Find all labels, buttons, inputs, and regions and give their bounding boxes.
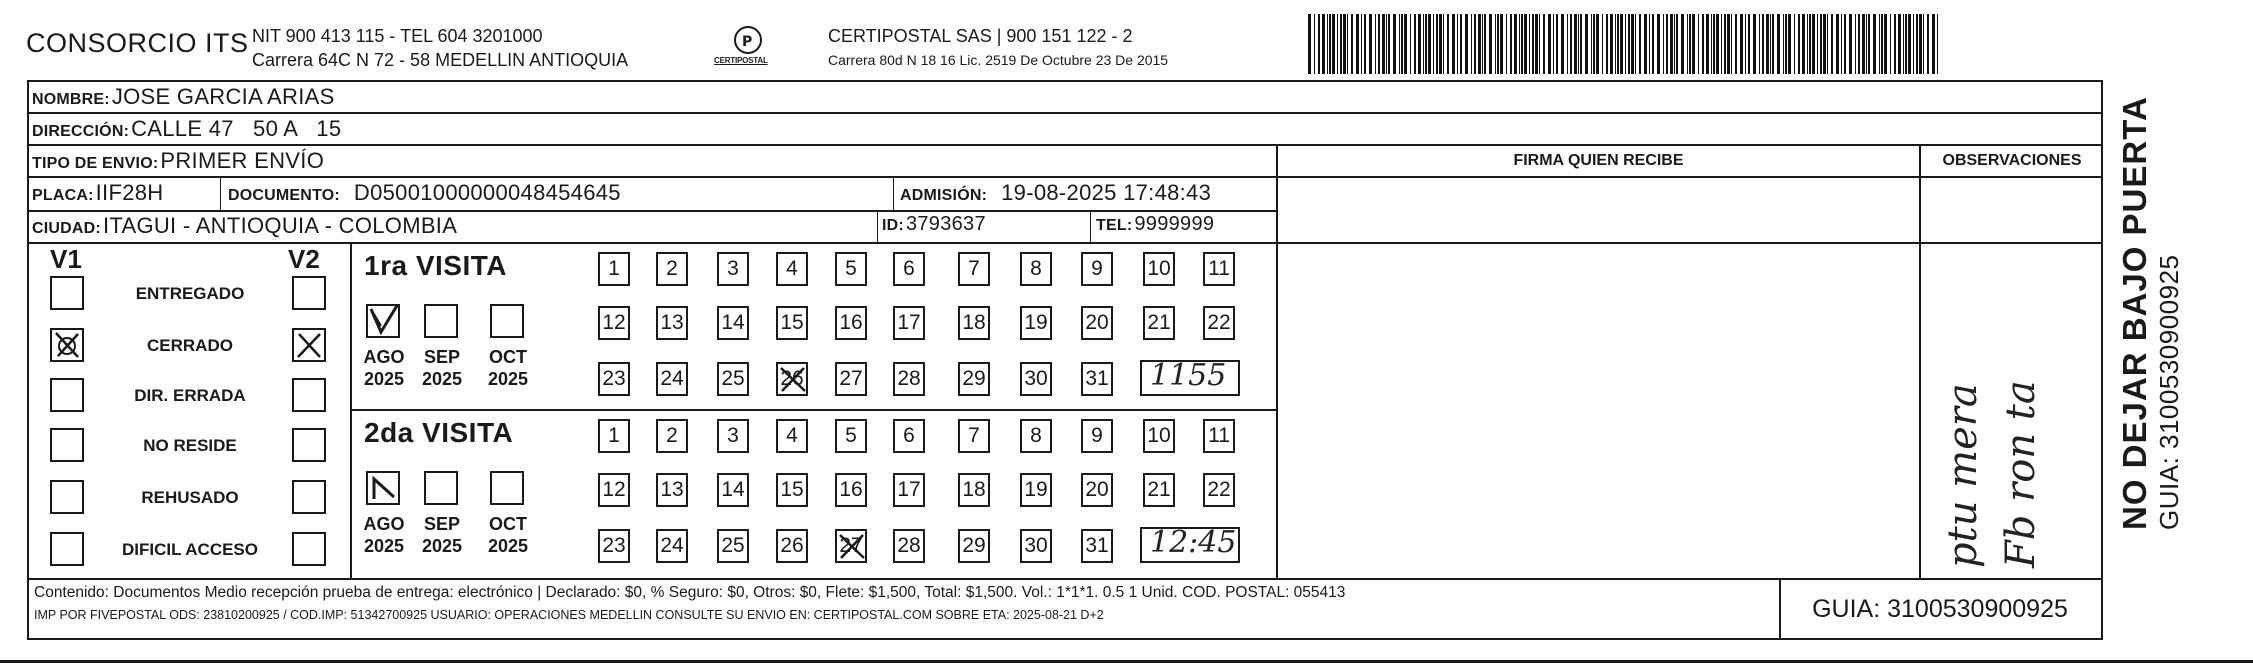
id-cell bbox=[882, 213, 986, 236]
day-box[interactable]: 10 bbox=[1143, 252, 1175, 286]
day-box[interactable]: 10 bbox=[1143, 419, 1175, 453]
certipostal-logo bbox=[708, 18, 788, 78]
day-box[interactable]: 8 bbox=[1020, 419, 1052, 453]
month-year: 2025 bbox=[487, 536, 529, 556]
day-box[interactable]: 29 bbox=[958, 529, 990, 563]
logo-text: CERTIPOSTAL bbox=[714, 56, 768, 65]
day-box[interactable]: 5 bbox=[835, 419, 867, 453]
divider bbox=[27, 242, 2103, 244]
outcome-label: CERRADO bbox=[147, 336, 233, 355]
day-box[interactable]: 4 bbox=[776, 419, 808, 453]
day-box[interactable]: 14 bbox=[717, 306, 749, 340]
address-line: Carrera 64C N 72 - 58 MEDELLIN ANTIOQUIA bbox=[252, 50, 629, 70]
visit-time-box[interactable] bbox=[1140, 360, 1240, 396]
day-box[interactable]: 13 bbox=[656, 473, 688, 507]
day-box[interactable]: 20 bbox=[1081, 306, 1113, 340]
day-box[interactable]: 23 bbox=[598, 529, 630, 563]
day-box[interactable]: 2 bbox=[656, 419, 688, 453]
day-box[interactable]: 3 bbox=[717, 252, 749, 286]
ciudad-value: ITAGUI - ANTIOQUIA - COLOMBIA bbox=[102, 213, 458, 238]
day-box[interactable]: 9 bbox=[1081, 419, 1113, 453]
v2-checkbox[interactable] bbox=[292, 328, 326, 362]
check-mark-icon bbox=[368, 473, 398, 503]
placa-label: PLACA: bbox=[32, 187, 94, 204]
day-box[interactable]: 15 bbox=[776, 306, 808, 340]
day-box[interactable]: 11 bbox=[1203, 419, 1235, 453]
month-year: 2025 bbox=[363, 369, 405, 389]
divider bbox=[27, 176, 2103, 178]
day-box[interactable]: 18 bbox=[958, 306, 990, 340]
visit-title: 1ra VISITA bbox=[364, 250, 507, 281]
day-box[interactable]: 13 bbox=[656, 306, 688, 340]
month-label bbox=[358, 513, 410, 557]
bottom-edge-line bbox=[0, 660, 2253, 663]
admision-value: 19-08-2025 17:48:43 bbox=[1001, 180, 1212, 205]
outcome-label: DIFICIL ACCESO bbox=[121, 540, 258, 559]
outcome-label: REHUSADO bbox=[141, 488, 239, 507]
month-name: SEP bbox=[423, 514, 461, 534]
observation-note-2: Fb ron ta bbox=[1998, 380, 2044, 568]
documento-value: D05001000000048454645 bbox=[353, 180, 621, 205]
guia-number: GUIA: 3100530900925 bbox=[1812, 594, 2068, 623]
svg-text:P: P bbox=[742, 34, 753, 50]
day-box[interactable]: 8 bbox=[1020, 252, 1052, 286]
day-box[interactable]: 7 bbox=[958, 419, 990, 453]
divider bbox=[1090, 210, 1091, 242]
visit-time: 12:45 bbox=[1150, 525, 1237, 560]
direccion-value: CALLE 47 50 A 15 bbox=[131, 116, 342, 141]
divider bbox=[27, 144, 2103, 146]
visit-time: 1155 bbox=[1150, 358, 1227, 393]
day-box[interactable]: 30 bbox=[1020, 529, 1052, 563]
month-label bbox=[358, 346, 410, 390]
day-box[interactable]: 25 bbox=[717, 529, 749, 563]
v2-checkbox[interactable] bbox=[292, 428, 326, 462]
check-mark-icon bbox=[52, 330, 82, 360]
month-checkbox[interactable] bbox=[424, 304, 458, 338]
v1-checkbox[interactable] bbox=[50, 480, 84, 514]
x-mark-icon bbox=[778, 364, 808, 394]
outcome-label: DIR. ERRADA bbox=[134, 386, 246, 405]
month-name: AGO bbox=[363, 347, 405, 367]
visit-time-box[interactable] bbox=[1140, 527, 1240, 563]
id-value: 3793637 bbox=[905, 213, 986, 235]
tel-value: 9999999 bbox=[1134, 213, 1215, 235]
month-year: 2025 bbox=[421, 369, 463, 389]
month-checkbox[interactable] bbox=[366, 471, 400, 505]
day-box[interactable]: 5 bbox=[835, 252, 867, 286]
divider bbox=[350, 409, 1277, 411]
v1-header: V1 bbox=[50, 244, 82, 274]
nombre-label: NOMBRE: bbox=[32, 91, 110, 108]
divider bbox=[877, 210, 878, 242]
month-checkbox[interactable] bbox=[424, 471, 458, 505]
day-box[interactable]: 12 bbox=[598, 473, 630, 507]
day-number: 26 bbox=[780, 367, 804, 390]
day-box[interactable]: 12 bbox=[598, 306, 630, 340]
v1-checkbox[interactable] bbox=[50, 276, 84, 310]
month-label bbox=[416, 346, 468, 390]
divider bbox=[350, 242, 352, 578]
tipo-envio-value: PRIMER ENVÍO bbox=[160, 148, 325, 173]
v2-checkbox[interactable] bbox=[292, 378, 326, 412]
month-year: 2025 bbox=[487, 369, 529, 389]
day-box[interactable]: 9 bbox=[1081, 252, 1113, 286]
day-box[interactable]: 26 bbox=[776, 529, 808, 563]
day-box[interactable]: 24 bbox=[656, 529, 688, 563]
month-label bbox=[482, 346, 534, 390]
outcome-label: ENTREGADO bbox=[135, 284, 245, 303]
day-box[interactable]: 14 bbox=[717, 473, 749, 507]
certipostal-info bbox=[828, 24, 1168, 72]
day-box[interactable]: 15 bbox=[776, 473, 808, 507]
day-box[interactable]: 17 bbox=[893, 473, 925, 507]
x-mark-icon bbox=[837, 531, 867, 561]
day-number: 27 bbox=[839, 534, 863, 557]
month-name: SEP bbox=[423, 347, 461, 367]
day-box[interactable]: 18 bbox=[958, 473, 990, 507]
divider bbox=[893, 176, 894, 210]
side-warning: NO DEJAR BAJO PUERTA bbox=[2116, 96, 2153, 530]
observation-note-1: ptu mera bbox=[1940, 383, 1986, 568]
day-box[interactable]: 16 bbox=[835, 473, 867, 507]
tipo-envio-row bbox=[32, 148, 324, 174]
day-box[interactable]: 1 bbox=[598, 252, 630, 286]
day-box[interactable]: 28 bbox=[893, 529, 925, 563]
day-box[interactable]: 21 bbox=[1143, 306, 1175, 340]
month-name: OCT bbox=[489, 514, 527, 534]
documento-label: DOCUMENTO: bbox=[228, 187, 340, 204]
day-box[interactable]: 6 bbox=[893, 252, 925, 286]
placa-value: IIF28H bbox=[95, 180, 164, 205]
day-box[interactable]: 29 bbox=[958, 362, 990, 396]
month-checkbox[interactable] bbox=[366, 304, 400, 338]
admision-cell bbox=[900, 180, 1211, 206]
day-box[interactable]: 25 bbox=[717, 362, 749, 396]
day-box[interactable]: 3 bbox=[717, 419, 749, 453]
day-box[interactable]: 22 bbox=[1203, 306, 1235, 340]
day-box[interactable]: 16 bbox=[835, 306, 867, 340]
day-box[interactable]: 11 bbox=[1203, 252, 1235, 286]
month-name: AGO bbox=[363, 514, 405, 534]
month-checkbox[interactable] bbox=[490, 471, 524, 505]
admision-label: ADMISIÓN: bbox=[900, 187, 988, 204]
id-label: ID: bbox=[882, 217, 904, 234]
divider bbox=[1276, 144, 1278, 578]
day-box[interactable]: 19 bbox=[1020, 306, 1052, 340]
day-box[interactable]: 22 bbox=[1203, 473, 1235, 507]
day-box[interactable]: 31 bbox=[1081, 529, 1113, 563]
day-box[interactable]: 31 bbox=[1081, 362, 1113, 396]
month-label bbox=[416, 513, 468, 557]
v2-checkbox[interactable] bbox=[292, 532, 326, 566]
company-name: CONSORCIO ITS bbox=[26, 28, 249, 58]
certi-line2: Carrera 80d N 18 16 Lic. 2519 De Octubre 23 De 2015 bbox=[828, 52, 1169, 68]
check-mark-icon bbox=[368, 306, 398, 336]
tel-label: TEL: bbox=[1096, 217, 1133, 234]
day-box[interactable]: 6 bbox=[893, 419, 925, 453]
month-year: 2025 bbox=[363, 536, 405, 556]
day-box[interactable]: 1 bbox=[598, 419, 630, 453]
v2-header: V2 bbox=[288, 244, 320, 274]
v2-checkbox[interactable] bbox=[292, 276, 326, 310]
day-box[interactable]: 19 bbox=[1020, 473, 1052, 507]
divider bbox=[27, 112, 2103, 114]
barcode bbox=[1306, 14, 1942, 74]
content-details: Contenido: Documentos Medio recepción prueba de entrega: electrónico | Declarado: $0, % Seguro: $0, Otros: $0, Flete: $1,500, Total: $1,500. Vol.: 1*1*1. 0.5 1 Unid. COD. POSTAL: 055413 bbox=[34, 584, 1346, 601]
day-box[interactable]: 24 bbox=[656, 362, 688, 396]
side-guia: GUIA: 3100530900925 bbox=[2154, 254, 2184, 530]
day-box[interactable]: 20 bbox=[1081, 473, 1113, 507]
observaciones-header: OBSERVACIONES bbox=[1942, 152, 2082, 169]
tel-cell bbox=[1096, 213, 1214, 236]
placa-cell bbox=[32, 180, 163, 206]
day-box[interactable] bbox=[835, 529, 867, 563]
divider bbox=[1919, 144, 1921, 578]
certi-line1: CERTIPOSTAL SAS | 900 151 122 - 2 bbox=[828, 26, 1133, 46]
documento-cell bbox=[228, 180, 621, 206]
print-details: IMP POR FIVEPOSTAL ODS: 23810200925 / COD.IMP: 51342700925 USUARIO: OPERACIONES MEDELLIN CONSULTE SU ENVIO EN: CERTIPOSTAL.COM SOBRE ETA: 2025-08-21 D+2 bbox=[34, 608, 1104, 622]
day-box[interactable]: 30 bbox=[1020, 362, 1052, 396]
day-box[interactable]: 2 bbox=[656, 252, 688, 286]
day-box[interactable]: 17 bbox=[893, 306, 925, 340]
ciudad-cell bbox=[32, 213, 457, 239]
x-mark-icon bbox=[294, 330, 324, 360]
nombre-row bbox=[32, 84, 335, 110]
month-name: OCT bbox=[489, 347, 527, 367]
day-box[interactable]: 28 bbox=[893, 362, 925, 396]
day-box[interactable]: 23 bbox=[598, 362, 630, 396]
divider bbox=[220, 176, 221, 210]
firma-header: FIRMA QUIEN RECIBE bbox=[1513, 152, 1684, 169]
nombre-value: JOSE GARCIA ARIAS bbox=[111, 84, 335, 109]
day-box[interactable]: 21 bbox=[1143, 473, 1175, 507]
tipo-envio-label: TIPO DE ENVIO: bbox=[32, 155, 159, 172]
side-notice bbox=[2116, 96, 2185, 530]
visit-title: 2da VISITA bbox=[364, 417, 514, 448]
ciudad-label: CIUDAD: bbox=[32, 220, 101, 237]
month-year: 2025 bbox=[421, 536, 463, 556]
direccion-label: DIRECCIÓN: bbox=[32, 123, 130, 140]
month-checkbox[interactable] bbox=[490, 304, 524, 338]
v1-checkbox[interactable] bbox=[50, 428, 84, 462]
day-box[interactable]: 7 bbox=[958, 252, 990, 286]
nit-line: NIT 900 413 115 - TEL 604 3201000 bbox=[252, 26, 543, 46]
v1-checkbox[interactable] bbox=[50, 328, 84, 362]
v1-checkbox[interactable] bbox=[50, 378, 84, 412]
company-contact bbox=[252, 24, 628, 72]
day-box[interactable]: 27 bbox=[835, 362, 867, 396]
outcome-label: NO RESIDE bbox=[143, 436, 237, 455]
direccion-row bbox=[32, 116, 341, 142]
v2-checkbox[interactable] bbox=[292, 480, 326, 514]
v1-checkbox[interactable] bbox=[50, 532, 84, 566]
day-box[interactable] bbox=[776, 362, 808, 396]
month-label bbox=[482, 513, 534, 557]
day-box[interactable]: 4 bbox=[776, 252, 808, 286]
